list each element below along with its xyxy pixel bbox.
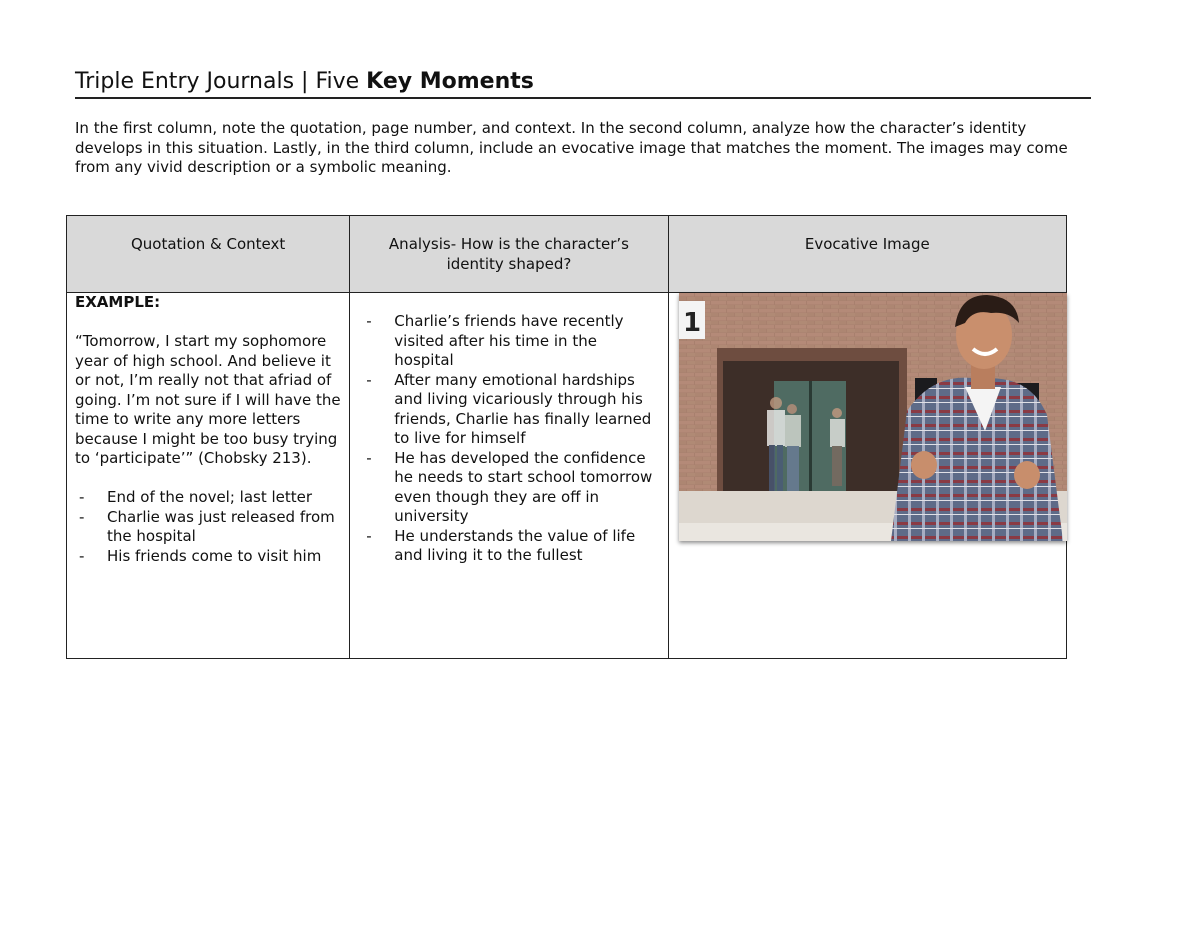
page-title <box>75 68 1091 99</box>
list-item: - Charlie’s friends have recently visited after his time in the hospital <box>366 312 624 369</box>
table-header-row <box>67 216 1067 293</box>
analysis-list <box>366 312 659 566</box>
dash-bullet: - <box>366 312 372 330</box>
dash-bullet: - <box>79 546 85 565</box>
dash-bullet: - <box>366 370 372 389</box>
title-prefix: Triple Entry Journals | Five <box>75 69 367 94</box>
list-item: - Charlie was just released from the hospital <box>79 507 335 545</box>
list-item: - After many emotional hardships and living vicariously through his friends, Charlie has finally learned to live for himself <box>366 370 652 447</box>
list-item: - His friends come to visit him <box>79 546 322 565</box>
example-label: EXAMPLE: <box>75 293 161 311</box>
header-quotation-context: Quotation & Context <box>67 216 350 293</box>
image-cell <box>668 293 1066 659</box>
example-quote: “Tomorrow, I start my sophomore year of high school. And believe it or not, I’m really not that afriad of going. I’m not sure if I will have the time to write any more letters because I might be too busy trying to ‘participate’” (Chobsky 213). <box>75 332 341 467</box>
list-item: - He understands the value of life and living it to the fullest <box>366 526 636 564</box>
list-item: - End of the novel; last letter <box>79 488 313 506</box>
dash-bullet: - <box>79 507 85 526</box>
dash-bullet: - <box>366 526 372 545</box>
dash-bullet: - <box>366 448 372 467</box>
journal-table <box>66 215 1067 659</box>
sign-number: 1 <box>682 308 701 338</box>
header-analysis: Analysis- How is the character’s identity shaped? <box>350 216 668 293</box>
dash-bullet: - <box>79 488 85 506</box>
table-row <box>67 293 1067 659</box>
header-evocative-image: Evocative Image <box>668 216 1066 293</box>
title-bold: Key Moments <box>366 69 534 94</box>
context-list <box>75 488 343 566</box>
list-item: - He has developed the confidence he needs to start school tomorrow even though they are off in university <box>366 448 653 525</box>
evocative-photo <box>679 293 1067 541</box>
analysis-cell <box>350 293 668 659</box>
instructions-paragraph: In the first column, note the quotation, page number, and context. In the second column, analyze how the character’s identity develops in this situation. Lastly, in the third column, include an evocative image that matches the moment. The images may come from any vivid description or a symbolic meaning. <box>75 119 1068 176</box>
quotation-cell <box>67 293 350 659</box>
